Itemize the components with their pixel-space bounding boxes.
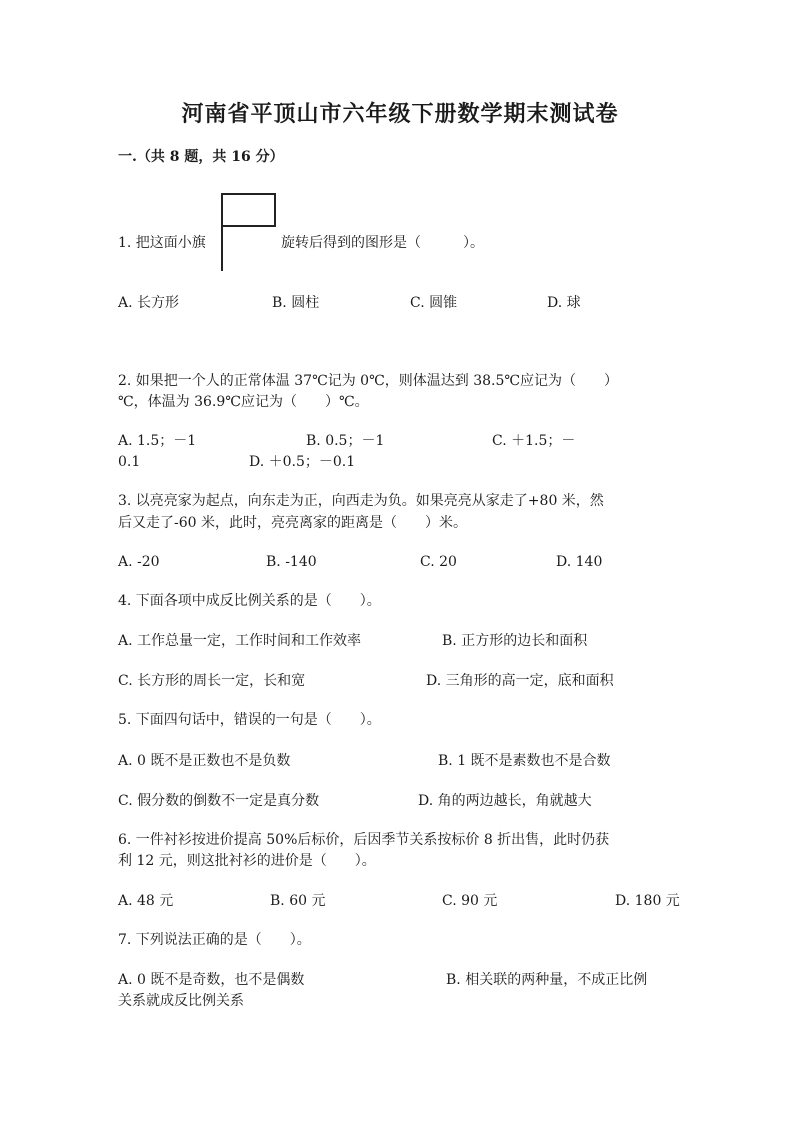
- q3-option-b: B. -140: [266, 554, 317, 570]
- q1-stem-start: 1. 把这面小旗: [118, 235, 206, 251]
- q3-stem-line1: 3. 以亮亮家为起点，向东走为正，向西走为负。如果亮亮从家走了+80 米，然: [118, 493, 604, 509]
- page-title: 河南省平顶山市六年级下册数学期末测试卷: [181, 101, 619, 127]
- q6-stem-line2: 利 12 元，则这批衬衫的进价是（ ）。: [118, 853, 376, 869]
- q4-option-d: D. 三角形的高一定，底和面积: [426, 673, 614, 689]
- q2-option-a: A. 1.5；－1: [118, 433, 197, 449]
- q1-option-d: D. 球: [547, 295, 581, 311]
- q6-option-b: B. 60 元: [270, 893, 326, 909]
- q5-option-a: A. 0 既不是正数也不是负数: [118, 753, 291, 769]
- q5-option-c: C. 假分数的倒数不一定是真分数: [118, 793, 320, 809]
- q7-stem: 7. 下列说法正确的是（ ）。: [118, 932, 311, 948]
- q6-stem-line1: 6. 一件衬衫按进价提高 50%后标价，后因季节关系按标价 8 折出售，此时仍获: [118, 832, 610, 848]
- q2-stem-line2: ℃，体温为 36.9℃应记为（ ）℃。: [118, 394, 369, 410]
- q4-option-a: A. 工作总量一定，工作时间和工作效率: [118, 633, 362, 649]
- q6-option-a: A. 48 元: [118, 893, 174, 909]
- q6-option-c: C. 90 元: [442, 893, 498, 909]
- q7-option-a: A. 0 既不是奇数，也不是偶数: [118, 972, 305, 988]
- q5-option-d: D. 角的两边越长，角就越大: [418, 793, 592, 809]
- q4-option-c: C. 长方形的周长一定，长和宽: [118, 673, 306, 689]
- q5-stem: 5. 下面四句话中，错误的一句是（ ）。: [118, 712, 381, 728]
- q2-option-d: D. ＋0.5；－0.1: [249, 454, 356, 470]
- q3-option-c: C. 20: [420, 554, 457, 570]
- q1-option-c: C. 圆锥: [410, 295, 458, 311]
- q3-option-a: A. -20: [118, 554, 160, 570]
- q4-option-b: B. 正方形的边长和面积: [442, 633, 588, 649]
- q4-stem: 4. 下面各项中成反比例关系的是（ ）。: [118, 593, 381, 609]
- q7-option-b: B. 相关联的两种量，不成正比例: [446, 972, 648, 988]
- q3-option-d: D. 140: [556, 554, 603, 570]
- q2-option-b: B. 0.5；－1: [306, 433, 385, 449]
- q2-stem-line1: 2. 如果把一个人的正常体温 37℃记为 0℃，则体温达到 38.5℃应记为（ ）: [118, 373, 619, 389]
- section-heading: 一.（共 8 题，共 16 分）: [118, 149, 284, 165]
- q1-stem-end: 旋转后得到的图形是（ ）。: [281, 235, 484, 251]
- q1-option-b: B. 圆柱: [272, 295, 320, 311]
- q5-option-b: B. 1 既不是素数也不是合数: [438, 753, 611, 769]
- q1-option-a: A. 长方形: [118, 295, 180, 311]
- q2-option-c-cont: 0.1: [118, 454, 141, 470]
- q6-option-d: D. 180 元: [615, 893, 680, 909]
- q7-option-b-cont: 关系就成反比例关系: [118, 993, 244, 1009]
- q3-stem-line2: 后又走了-60 米，此时，亮亮离家的距离是（ ）米。: [118, 515, 467, 531]
- flag-pole: [221, 193, 223, 271]
- flag-cloth: [221, 193, 276, 227]
- q2-option-c: C. ＋1.5；－: [492, 433, 576, 449]
